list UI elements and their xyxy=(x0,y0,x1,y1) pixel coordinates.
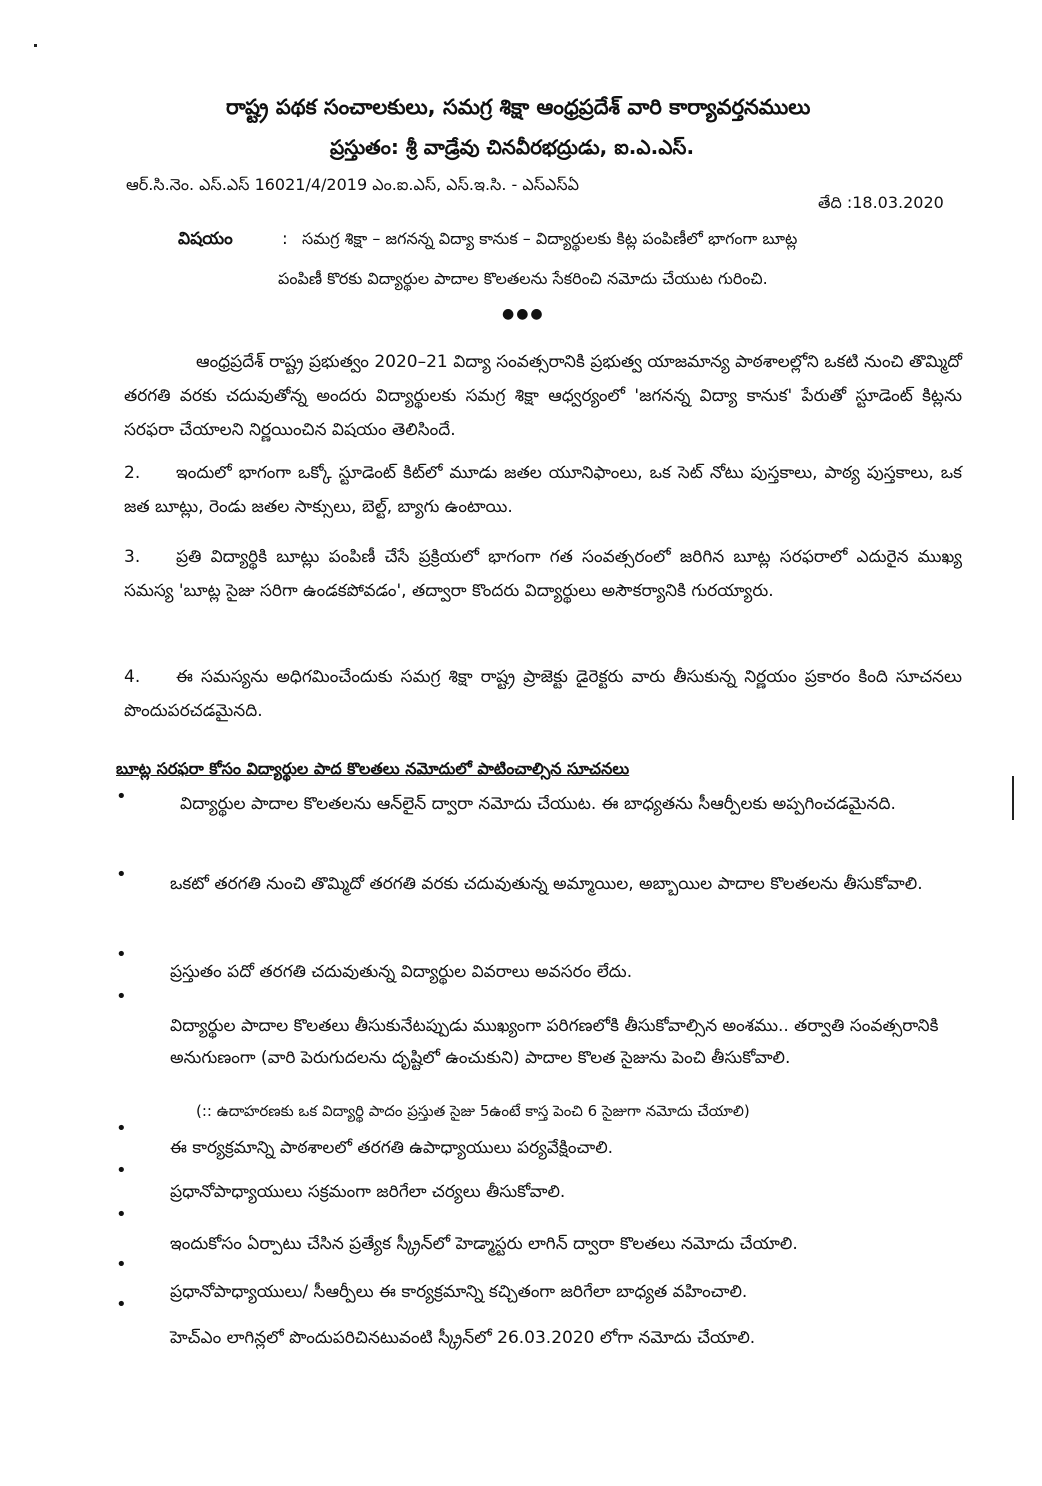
bullet-icon: • xyxy=(116,1294,127,1315)
subject-line-1: సమగ్ర శిక్షా – జగనన్న విద్యా కానుక – విద్యార్థులకు కిట్ల పంపిణీలో భాగంగా బూట్ల xyxy=(302,229,798,248)
instruction-item-6: ప్రధానోపాధ్యాయులు సక్రమంగా జరిగేలా చర్యలు తీసుకోవాలి. xyxy=(170,1182,566,1202)
paragraph-number: 2. xyxy=(124,463,141,483)
paragraph-text: ప్రతి విద్యార్థికి బూట్లు పంపిణీ చేసే ప్రక్రియలో భాగంగా గత సంవత్సరంలో జరిగిన బూట్ల సరఫరాలో ఎదురైన ముఖ్య సమస్య 'బూట్ల సైజు సరిగా ఉండకపోవడం', తద్వారా కొందరు విద్యార్థులు అసౌకర్యానికి గురయ్యారు. xyxy=(124,547,962,601)
paragraph-2 xyxy=(124,456,962,524)
instruction-item-8: ప్రధానోపాధ్యాయులు/ సీఆర్పీలు ఈ కార్యక్రమాన్ని కచ్చితంగా జరిగేలా బాధ్యత వహించాలి. xyxy=(170,1282,748,1302)
paragraph-4 xyxy=(124,660,962,728)
paragraph-1 xyxy=(124,345,962,447)
paragraph-text: ఆంధ్రప్రదేశ్ రాష్ట్ర ప్రభుత్వం 2020–21 విద్యా సంవత్సరానికి ప్రభుత్వ యాజమాన్య పాఠశాలల్లోని ఒకటి నుంచి తొమ్మిదో తరగతి వరకు చదువుతోన్న అందరు విద్యార్థులకు సమగ్ర శిక్షా ఆధ్వర్యంలో 'జగనన్న విద్యా కానుక' పేరుతో స్టూడెంట్ కిట్లను సరఫరా చేయాలని నిర్ణయించిన విషయం తెలిసిందే. xyxy=(124,352,962,440)
instruction-item-9: హెచ్ఎం లాగిన్లలో పొందుపరిచినటువంటి స్క్రీన్‌లో 26.03.2020 లోగా నమోదు చేయాలి. xyxy=(170,1328,756,1348)
paragraph-number: 3. xyxy=(124,547,141,567)
paragraph-text: ఈ సమస్యను అధిగమించేందుకు సమగ్ర శిక్షా రాష్ట్ర ప్రాజెక్టు డైరెక్టరు వారు తీసుకున్న నిర్ణయం ప్రకారం కింది సూచనలు పొందుపరచడమైనది. xyxy=(124,667,962,721)
office-title: రాష్ట్ర పథక సంచాలకులు, సమగ్ర శిక్షా ఆంధ్రప్రదేశ్ వారి కార్యావర్తనములు xyxy=(226,95,811,119)
instruction-item-4: విద్యార్థుల పాదాల కొలతలు తీసుకునేటప్పుడు ముఖ్యంగా పరిగణలోకి తీసుకోవాల్సిన అంశము.. తర్వాతి సంవత్సరానికి అనుగుణంగా (వారి పెరుగుదలను దృష్టిలో ఉంచుకుని) పాదాల కొలత సైజును పెంచి తీసుకోవాలి. xyxy=(170,1016,939,1068)
example-note: (:: ఉదాహరణకు ఒక విద్యార్థి పాదం ప్రస్తుత సైజు 5ఉంటే కాస్త పెంచి 6 సైజుగా నమోదు చేయాలి) xyxy=(196,1102,750,1120)
subject-line-2: పంపిణీ కొరకు విద్యార్థుల పాదాల కొలతలను సేకరించి నమోదు చేయుట గురించి. xyxy=(278,269,768,288)
scan-speck xyxy=(1012,776,1014,820)
paragraph-text: ఇందులో భాగంగా ఒక్కో స్టూడెంట్ కిట్‌లో మూడు జతల యూనిఫాంలు, ఒక సెట్ నోటు పుస్తకాలు, పాఠ్య పుస్తకాలు, ఒక జత బూట్లు, రెండు జతల సాక్సులు, బెల్ట్, బ్యాగు ఉంటాయి. xyxy=(124,463,962,517)
instruction-item-5: ఈ కార్యక్రమాన్ని పాఠశాలలో తరగతి ఉపాధ్యాయులు పర్యవేక్షించాలి. xyxy=(170,1138,614,1158)
subject-label: విషయం xyxy=(178,229,233,249)
instruction-item-7: ఇందుకోసం ఏర్పాటు చేసిన ప్రత్యేక స్క్రీన్‌లో హెడ్మాస్టరు లాగిన్ ద్వారా కొలతలు నమోదు చేయాలి. xyxy=(170,1234,798,1254)
paragraph-3 xyxy=(124,540,962,608)
bullet-icon: • xyxy=(116,1160,127,1181)
instruction-item-1: విద్యార్థుల పాదాల కొలతలను ఆన్‌లైన్ ద్వారా నమోదు చేయుట. ఈ బాధ్యతను సీఆర్పీలకు అప్పగించడమైనది. xyxy=(180,794,896,814)
bullet-icon: • xyxy=(116,1118,127,1139)
bullet-icon: • xyxy=(116,986,127,1007)
reference-number: ఆర్.సి.నెం. ఎస్.ఎస్ 16021/4/2019 ఎం.ఐ.ఎస్, ఎస్.ఇ.సి. - ఎస్ఎస్ఏ xyxy=(126,175,579,194)
scan-speck xyxy=(34,44,37,47)
subject-colon: : xyxy=(282,229,288,249)
officer-name: ప్రస్తుతం: శ్రీ వాడ్రేవు చినవీరభద్రుడు, ఐ.ఎ.ఎస్. xyxy=(330,135,695,159)
bullet-icon: • xyxy=(116,944,127,965)
instruction-item-3: ప్రస్తుతం పదో తరగతి చదువుతున్న విద్యార్థుల వివరాలు అవసరం లేదు. xyxy=(170,962,633,982)
instruction-item-2: ఒకటో తరగతి నుంచి తొమ్మిదో తరగతి వరకు చదువుతున్న అమ్మాయిల, అబ్బాయిల పాదాల కొలతలను తీసుకోవాలి. xyxy=(170,874,923,894)
bullet-icon: • xyxy=(116,1204,127,1225)
paragraph-number: 4. xyxy=(124,667,141,687)
section-separator: ●●● xyxy=(502,306,545,322)
bullet-icon: • xyxy=(116,864,127,885)
bullet-icon: • xyxy=(116,1254,127,1275)
instructions-heading: బూట్ల సరఫరా కోసం విద్యార్థుల పాద కొలతలు నమోదులో పాటించాల్సిన సూచనలు xyxy=(116,759,630,778)
document-date: తేది :18.03.2020 xyxy=(818,193,944,212)
bullet-icon: • xyxy=(116,786,127,807)
